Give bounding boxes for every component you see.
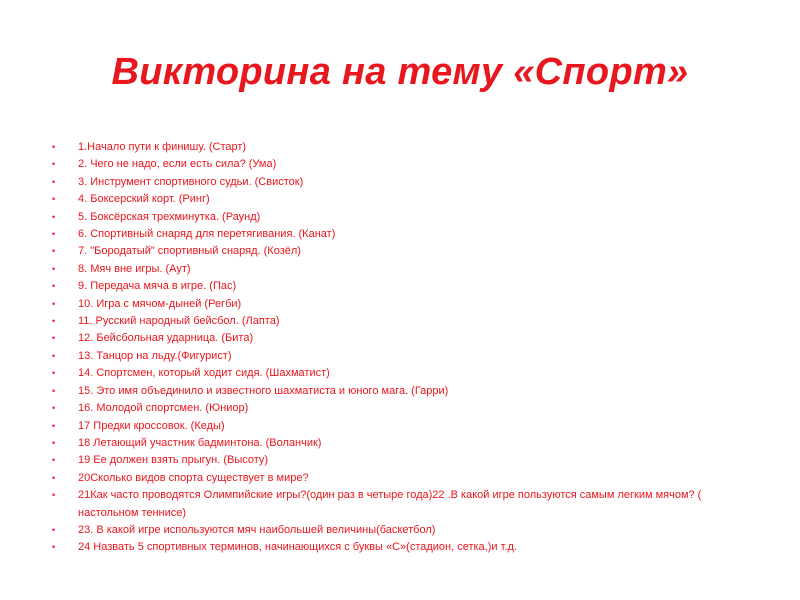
bullet-icon: •: [52, 263, 56, 274]
quiz-question-text: 19 Ее должен взять прыгун. (Высоту): [78, 454, 269, 467]
quiz-question-text: 15. Это имя объединило и известного шахматиста и юного мага. (Гарри): [78, 384, 449, 397]
bullet-icon: •: [52, 490, 56, 501]
quiz-question-item: [52, 296, 742, 313]
bullet-icon: •: [52, 159, 56, 170]
quiz-question-item: [52, 452, 742, 469]
quiz-question-item: [52, 261, 742, 278]
bullet-icon: •: [52, 211, 56, 222]
quiz-question-text: 9. Передача мяча в игре. (Пас): [78, 280, 237, 293]
quiz-question-text: 17 Предки кроссовок. (Кеды): [78, 419, 225, 432]
bullet-icon: •: [52, 455, 56, 466]
quiz-question-text: 12. Бейсбольная ударница. (Бита): [78, 332, 254, 345]
bullet-icon: •: [52, 403, 56, 414]
quiz-question-item: [52, 418, 742, 435]
bullet-icon: •: [52, 350, 56, 361]
quiz-question-text: 1.Начало пути к финишу. (Старт): [78, 141, 247, 153]
bullet-icon: •: [52, 246, 56, 257]
bullet-icon: •: [52, 420, 56, 431]
quiz-question-item: [52, 330, 742, 347]
quiz-question-item: [52, 435, 742, 452]
quiz-question-text: 21Как часто проводятся Олимпийские игры?(один раз в четыре года)22 .В какой игре пользуются самым легким мячом? ( настольном теннисе): [78, 489, 702, 519]
quiz-question-text: 20Сколько видов спорта существует в мире?: [78, 471, 309, 484]
quiz-question-item: [52, 487, 742, 522]
quiz-question-item: [52, 191, 742, 208]
quiz-question-item: [52, 156, 742, 173]
quiz-question-text: 11. Русский народный бейсбол. (Лапта): [78, 315, 280, 328]
bullet-icon: •: [52, 472, 56, 483]
bullet-icon: •: [52, 333, 56, 344]
quiz-question-text: 16. Молодой спортсмен. (Юниор): [78, 402, 249, 415]
bullet-icon: •: [52, 542, 56, 553]
quiz-question-item: [52, 209, 742, 226]
quiz-question-text: 2. Чего не надо, если есть сила? (Ума): [78, 158, 277, 171]
slide-title: Викторина на тему «Спорт»: [111, 51, 689, 94]
quiz-question-item: [52, 348, 742, 365]
quiz-question-text: 6. Спортивный снаряд для перетягивания. (Канат): [78, 228, 336, 241]
quiz-question-text: 24 Назвать 5 спортивных терминов, начинающихся с буквы «С»(стадион, сетка,)и т.д.: [78, 541, 517, 554]
quiz-question-text: 10. Игра с мячом-дыней (Регби): [78, 297, 242, 310]
bullet-icon: •: [52, 524, 56, 535]
quiz-question-text: 13. Танцор на льду.(Фигурист): [78, 349, 232, 362]
quiz-question-list: [52, 139, 742, 557]
quiz-question-text: 18 Летающий участник бадминтона. (Воланчик): [78, 436, 322, 449]
bullet-icon: •: [52, 298, 56, 309]
quiz-question-item: [52, 539, 742, 556]
quiz-question-text: 4. Боксерский корт. (Ринг): [78, 193, 210, 206]
quiz-question-text: 7. "Бородатый" спортивный снаряд. (Козёл): [78, 245, 301, 258]
bullet-icon: •: [52, 176, 56, 187]
quiz-question-text: 5. Боксёрская трехминутка. (Раунд): [78, 210, 261, 223]
bullet-icon: •: [52, 194, 56, 205]
quiz-question-item: [52, 365, 742, 382]
quiz-question-item: [52, 470, 742, 487]
quiz-question-item: [52, 226, 742, 243]
quiz-question-text: 14. Спортсмен, который ходит сидя. (Шахматист): [78, 367, 330, 380]
quiz-question-text: 23. В какой игре используются мяч наибольшей величины(баскетбол): [78, 523, 436, 536]
quiz-question-item: [52, 383, 742, 400]
bullet-icon: •: [52, 437, 56, 448]
bullet-icon: •: [52, 316, 56, 327]
quiz-question-text: 8. Мяч вне игры. (Аут): [78, 262, 191, 275]
bullet-icon: •: [52, 368, 56, 379]
bullet-icon: •: [52, 385, 56, 396]
quiz-question-item: [52, 522, 742, 539]
bullet-icon: •: [52, 142, 56, 152]
quiz-question-text: 3. Инструмент спортивного судьи. (Свисток): [78, 175, 304, 188]
quiz-question-item: [52, 174, 742, 191]
quiz-question-item: [52, 243, 742, 260]
bullet-icon: •: [52, 229, 56, 240]
quiz-question-item: [52, 278, 742, 295]
bullet-icon: •: [52, 281, 56, 292]
quiz-question-item: [52, 313, 742, 330]
quiz-question-item: [52, 400, 742, 417]
quiz-question-item: [52, 139, 742, 156]
